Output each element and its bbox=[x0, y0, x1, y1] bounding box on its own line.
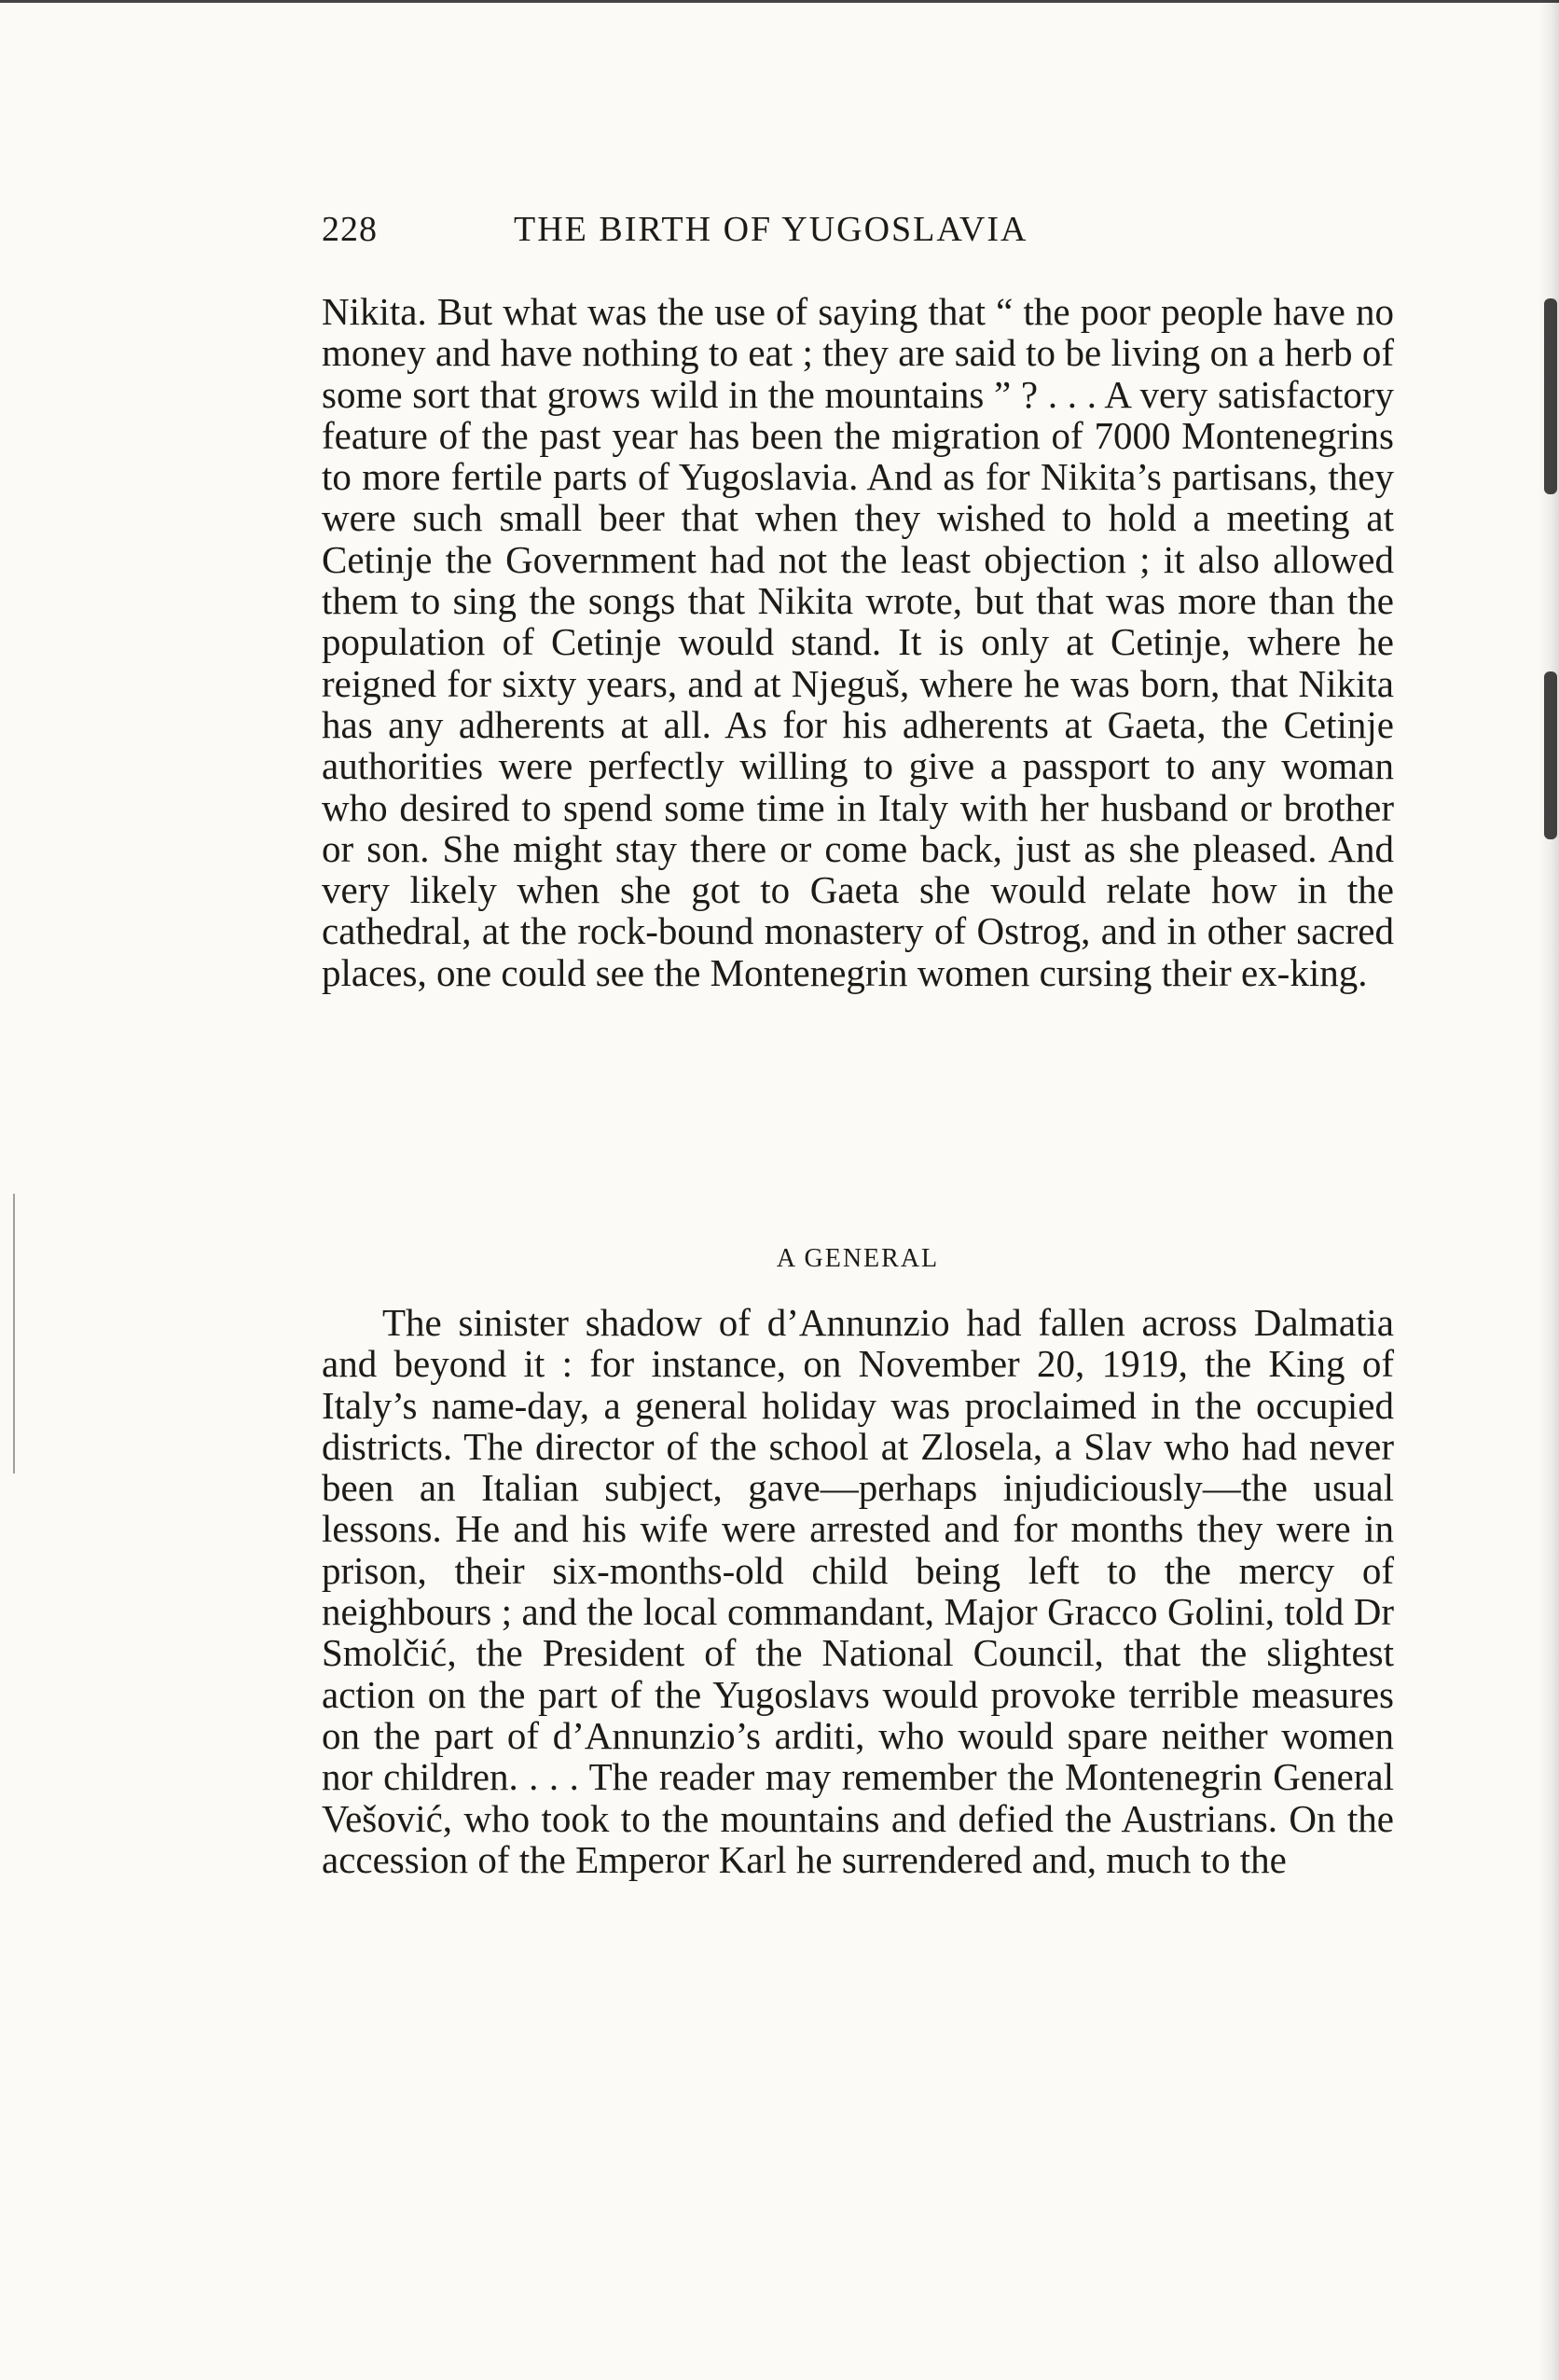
running-title: THE BIRTH OF YUGOSLAVIA bbox=[514, 210, 1028, 249]
scan-shadow-mark bbox=[1544, 298, 1557, 494]
paragraph: The sinister shadow of d’Annunzio had fallen across Dalmatia and beyond it : for instance, on November 20, 1919, the King of Italy’s name-day, a general holiday was proclaimed in the occupied districts. The director of the school at Zlosela, a Slav who had never been an Italian subject, gave—perhaps injudiciously—the usual lessons. He and his wife were arrested and for months they were in prison, their six-months-old child being left to the mercy of neighbours ; and the local commandant, Major Gracco Golini, told Dr Smolčić, the President of the National Council, that the slightest action on the part of the Yugoslavs would provoke terrible measures on the part of d’Annunzio’s arditi, who would spare neither women nor children. . . . The reader may remember the Montenegrin General Vešović, who took to the mountains and defied the Austrians. On the accession of the Emperor Karl he surrendered and, much to the bbox=[322, 1301, 1394, 1881]
paragraph: Nikita. But what was the use of saying that “ the poor people have no money and have nothing to eat ; they are said to be living on a herb of some sort that grows wild in the mountains ” ? . . . A very satisfactory feature of the past year has been the migration of 7000 Montenegrins to more fertile parts of Yugoslavia. And as for Nikita’s partisans, they were such small beer that when they wished to hold a meeting at Cetinje the Government had not the least objection ; it also allowed them to sing the songs that Nikita wrote, but that was more than the population of Cetinje would stand. It is only at Cetinje, where he reigned for sixty years, and at Njeguš, where he was born, that Nikita has any adherents at all. As for his adherents at Gaeta, the Cetinje authorities were perfectly willing to give a passport to any woman who desired to spend some time in Italy with her husband or brother or son. She might stay there or come back, just as she pleased. And very likely when she got to Gaeta she would relate how in the cathedral, at the rock-bound monastery of Ostrog, and in other sacred places, one could see the Montenegrin women cursing their ex-king. bbox=[322, 290, 1394, 994]
body-text-block-2 bbox=[322, 1302, 1394, 1880]
scan-margin-mark bbox=[13, 1194, 15, 1474]
page-number: 228 bbox=[322, 210, 378, 249]
page-header bbox=[322, 209, 1394, 256]
body-text-block-1 bbox=[322, 291, 1394, 993]
section-heading: A GENERAL bbox=[776, 1244, 940, 1273]
page-top-edge bbox=[0, 0, 1559, 3]
scan-shadow-mark bbox=[1544, 671, 1557, 839]
